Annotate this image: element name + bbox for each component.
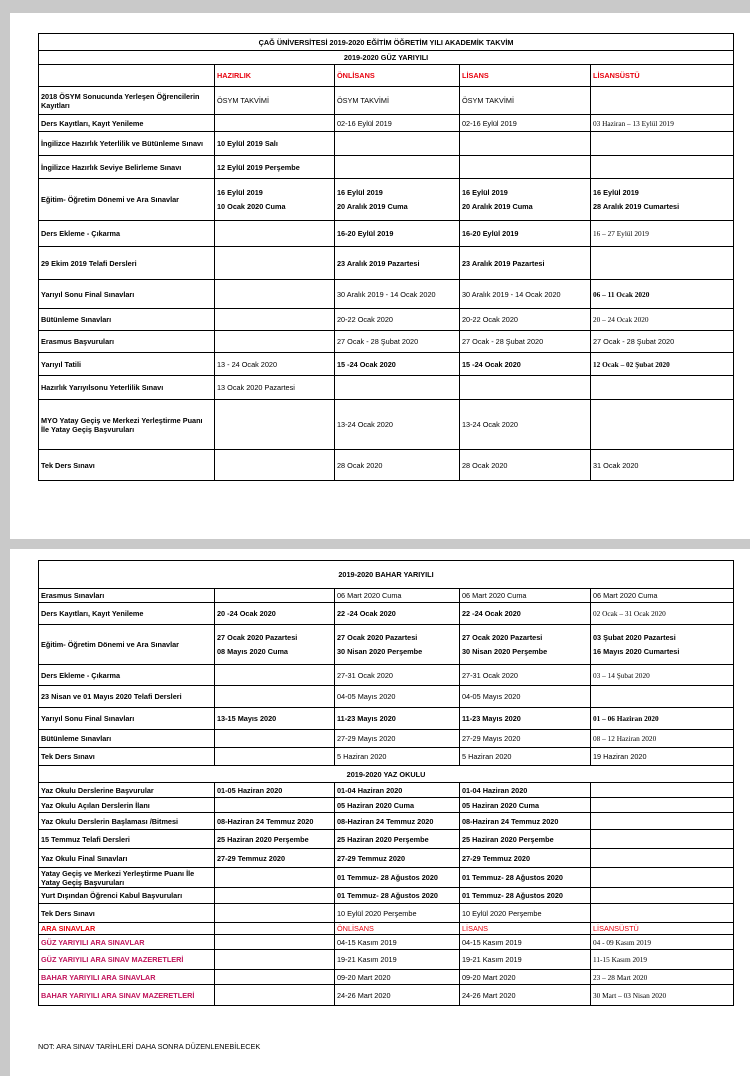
lisansustu-cell bbox=[591, 376, 734, 400]
lisansustu-cell: 08 – 12 Haziran 2020 bbox=[591, 730, 734, 748]
hazirlik-cell bbox=[215, 665, 335, 686]
column-header: ÖNLİSANS bbox=[335, 923, 460, 935]
lisansustu-cell: 04 - 09 Kasım 2019 bbox=[591, 935, 734, 950]
lisans-cell bbox=[460, 156, 591, 179]
cell-line: 08 Mayıs 2020 Cuma bbox=[217, 647, 288, 656]
hazirlik-cell: 25 Haziran 2020 Perşembe bbox=[215, 830, 335, 849]
cell-line: 27 Ocak 2020 Pazartesi bbox=[337, 633, 418, 642]
hazirlik-cell bbox=[215, 868, 335, 888]
table-row bbox=[39, 665, 734, 686]
onlisans-cell: 28 Ocak 2020 bbox=[335, 450, 460, 481]
lisans-cell: 30 Aralık 2019 - 14 Ocak 2020 bbox=[460, 280, 591, 309]
lisansustu-cell bbox=[591, 783, 734, 798]
lisans-cell: 22 -24 Ocak 2020 bbox=[460, 603, 591, 625]
cell-line: 27 Ocak 2020 Pazartesi bbox=[462, 633, 543, 642]
row-label: Ders Ekleme - Çıkarma bbox=[39, 221, 215, 247]
lisans-cell: 10 Eylül 2020 Perşembe bbox=[460, 904, 591, 923]
table-row bbox=[39, 589, 734, 603]
table-row bbox=[39, 179, 734, 221]
cell-line: 30 Nisan 2020 Perşembe bbox=[462, 647, 548, 656]
lisansustu-cell bbox=[591, 156, 734, 179]
lisans-cell: ÖSYM TAKVİMİ bbox=[460, 87, 591, 115]
row-label: Tek Ders Sınavı bbox=[39, 450, 215, 481]
footnote: NOT: ARA SINAV TARİHLERİ DAHA SONRA DÜZENLENEBİLECEK bbox=[38, 1042, 261, 1051]
lisans-cell: 27-31 Ocak 2020 bbox=[460, 665, 591, 686]
lisans-cell: 01 Temmuz- 28 Ağustos 2020 bbox=[460, 888, 591, 904]
hazirlik-cell bbox=[215, 970, 335, 985]
lisans-cell: 02-16 Eylül 2019 bbox=[460, 115, 591, 132]
lisans-cell bbox=[460, 179, 591, 221]
lisans-cell: 08-Haziran 24 Temmuz 2020 bbox=[460, 813, 591, 830]
row-label: Ders Kayıtları, Kayıt Yenileme bbox=[39, 115, 215, 132]
hazirlik-cell bbox=[215, 247, 335, 280]
onlisans-cell: 30 Aralık 2019 - 14 Ocak 2020 bbox=[335, 280, 460, 309]
cell-line: 10 Ocak 2020 Cuma bbox=[217, 202, 286, 211]
onlisans-cell: ÖSYM TAKVİMİ bbox=[335, 87, 460, 115]
onlisans-cell: 24-26 Mart 2020 bbox=[335, 985, 460, 1006]
onlisans-cell: 25 Haziran 2020 Perşembe bbox=[335, 830, 460, 849]
row-label: Yarıyıl Sonu Final Sınavları bbox=[39, 708, 215, 730]
onlisans-cell: 05 Haziran 2020 Cuma bbox=[335, 798, 460, 813]
table-row bbox=[39, 376, 734, 400]
lisans-cell: 20-22 Ocak 2020 bbox=[460, 309, 591, 331]
lisansustu-cell bbox=[591, 849, 734, 868]
hazirlik-cell: 20 -24 Ocak 2020 bbox=[215, 603, 335, 625]
lisansustu-cell bbox=[591, 813, 734, 830]
column-header: LİSANS bbox=[460, 923, 591, 935]
table-row bbox=[39, 353, 734, 376]
table-row bbox=[39, 65, 734, 87]
table-row bbox=[39, 985, 734, 1006]
table-row bbox=[39, 813, 734, 830]
hazirlik-cell: 08-Haziran 24 Temmuz 2020 bbox=[215, 813, 335, 830]
hazirlik-cell bbox=[215, 935, 335, 950]
onlisans-cell: 19-21 Kasım 2019 bbox=[335, 950, 460, 970]
column-header bbox=[215, 923, 335, 935]
lisans-cell: 27-29 Mayıs 2020 bbox=[460, 730, 591, 748]
lisansustu-cell: 12 Ocak – 02 Şubat 2020 bbox=[591, 353, 734, 376]
row-label: Yarıyıl Sonu Final Sınavları bbox=[39, 280, 215, 309]
hazirlik-cell bbox=[215, 179, 335, 221]
table-row bbox=[39, 331, 734, 353]
row-label: Tek Ders Sınavı bbox=[39, 904, 215, 923]
onlisans-cell: 5 Haziran 2020 bbox=[335, 748, 460, 766]
row-label: 2018 ÖSYM Sonucunda Yerleşen Öğrencilerin Kayıtları bbox=[39, 87, 215, 115]
lisansustu-cell bbox=[591, 87, 734, 115]
lisansustu-cell: 20 – 24 Ocak 2020 bbox=[591, 309, 734, 331]
row-label: Eğitim- Öğretim Dönemi ve Ara Sınavlar bbox=[39, 625, 215, 665]
row-label: İngilizce Hazırlık Yeterlilik ve Bütünleme Sınavı bbox=[39, 132, 215, 156]
row-label: Bütünleme Sınavları bbox=[39, 309, 215, 331]
lisansustu-cell: 23 – 28 Mart 2020 bbox=[591, 970, 734, 985]
onlisans-cell bbox=[335, 179, 460, 221]
lisansustu-cell bbox=[591, 625, 734, 665]
row-label: GÜZ YARIYILI ARA SINAVLAR bbox=[39, 935, 215, 950]
onlisans-cell: 13-24 Ocak 2020 bbox=[335, 400, 460, 450]
hazirlik-cell: 27-29 Temmuz 2020 bbox=[215, 849, 335, 868]
column-header: HAZIRLIK bbox=[215, 65, 335, 87]
hazirlik-cell: ÖSYM TAKVİMİ bbox=[215, 87, 335, 115]
table-row bbox=[39, 888, 734, 904]
table-row bbox=[39, 849, 734, 868]
hazirlik-cell bbox=[215, 589, 335, 603]
lisans-cell: 04-15 Kasım 2019 bbox=[460, 935, 591, 950]
row-label: Hazırlık Yarıyılsonu Yeterlilik Sınavı bbox=[39, 376, 215, 400]
lisans-cell: 27 Ocak - 28 Şubat 2020 bbox=[460, 331, 591, 353]
table-row bbox=[39, 87, 734, 115]
row-label: Eğitim- Öğretim Dönemi ve Ara Sınavlar bbox=[39, 179, 215, 221]
table-row bbox=[39, 708, 734, 730]
table-row bbox=[39, 561, 734, 589]
lisans-cell: 19-21 Kasım 2019 bbox=[460, 950, 591, 970]
table-row bbox=[39, 34, 734, 51]
section-title: 2019-2020 BAHAR YARIYILI bbox=[39, 561, 734, 589]
table-row bbox=[39, 766, 734, 783]
hazirlik-cell bbox=[215, 798, 335, 813]
table-row bbox=[39, 783, 734, 798]
hazirlik-cell bbox=[215, 115, 335, 132]
onlisans-cell bbox=[335, 156, 460, 179]
fall-calendar-table bbox=[38, 33, 734, 481]
onlisans-cell: 11-23 Mayıs 2020 bbox=[335, 708, 460, 730]
cell-line: 16 Eylül 2019 bbox=[462, 188, 508, 197]
hazirlik-cell bbox=[215, 221, 335, 247]
onlisans-cell: 09-20 Mart 2020 bbox=[335, 970, 460, 985]
onlisans-cell: 06 Mart 2020 Cuma bbox=[335, 589, 460, 603]
column-header: ÖNLİSANS bbox=[335, 65, 460, 87]
cell-line: 16 Eylül 2019 bbox=[593, 188, 639, 197]
lisans-cell bbox=[460, 625, 591, 665]
table-row bbox=[39, 156, 734, 179]
onlisans-cell: 08-Haziran 24 Temmuz 2020 bbox=[335, 813, 460, 830]
row-label: Ders Ekleme - Çıkarma bbox=[39, 665, 215, 686]
table-row bbox=[39, 730, 734, 748]
onlisans-cell: 27-29 Mayıs 2020 bbox=[335, 730, 460, 748]
table-row bbox=[39, 450, 734, 481]
exam-section-title: ARA SINAVLAR bbox=[39, 923, 215, 935]
onlisans-cell: 20-22 Ocak 2020 bbox=[335, 309, 460, 331]
row-label: 15 Temmuz Telafi Dersleri bbox=[39, 830, 215, 849]
row-label: Yaz Okulu Derslerin Başlaması /Bitmesi bbox=[39, 813, 215, 830]
lisans-cell: 04-05 Mayıs 2020 bbox=[460, 686, 591, 708]
hazirlik-cell bbox=[215, 950, 335, 970]
lisansustu-cell: 11-15 Kasım 2019 bbox=[591, 950, 734, 970]
lisansustu-cell bbox=[591, 888, 734, 904]
lisansustu-cell: 02 Ocak – 31 Ocak 2020 bbox=[591, 603, 734, 625]
table-row bbox=[39, 280, 734, 309]
table-row bbox=[39, 309, 734, 331]
lisansustu-cell: 30 Mart – 03 Nisan 2020 bbox=[591, 985, 734, 1006]
cell-line: 03 Şubat 2020 Pazartesi bbox=[593, 633, 676, 642]
table-row bbox=[39, 603, 734, 625]
row-label: Yaz Okulu Derslerine Başvurular bbox=[39, 783, 215, 798]
table-row bbox=[39, 904, 734, 923]
row-label: Yatay Geçiş ve Merkezi Yerleştirme Puanı İle Yatay Geçiş Başvuruları bbox=[39, 868, 215, 888]
table-row bbox=[39, 400, 734, 450]
onlisans-cell bbox=[335, 376, 460, 400]
lisansustu-cell: 16 – 27 Eylül 2019 bbox=[591, 221, 734, 247]
table-row bbox=[39, 935, 734, 950]
onlisans-cell: 04-15 Kasım 2019 bbox=[335, 935, 460, 950]
table-row bbox=[39, 686, 734, 708]
hazirlik-cell: 13 Ocak 2020 Pazartesi bbox=[215, 376, 335, 400]
cell-line: 27 Ocak 2020 Pazartesi bbox=[217, 633, 298, 642]
lisansustu-cell: 03 Haziran – 13 Eylül 2019 bbox=[591, 115, 734, 132]
lisans-cell: 11-23 Mayıs 2020 bbox=[460, 708, 591, 730]
cell-line: 28 Aralık 2019 Cumartesi bbox=[593, 202, 680, 211]
onlisans-cell: 16-20 Eylül 2019 bbox=[335, 221, 460, 247]
onlisans-cell: 01 Temmuz- 28 Ağustos 2020 bbox=[335, 888, 460, 904]
table-row bbox=[39, 923, 734, 935]
onlisans-cell: 01-04 Haziran 2020 bbox=[335, 783, 460, 798]
onlisans-cell: 15 -24 Ocak 2020 bbox=[335, 353, 460, 376]
calendar-title: ÇAĞ ÜNİVERSİTESİ 2019-2020 EĞİTİM ÖĞRETİM YILI AKADEMİK TAKVİM bbox=[39, 34, 734, 51]
lisans-cell: 01 Temmuz- 28 Ağustos 2020 bbox=[460, 868, 591, 888]
table-row bbox=[39, 132, 734, 156]
lisans-cell: 05 Haziran 2020 Cuma bbox=[460, 798, 591, 813]
table-row bbox=[39, 950, 734, 970]
row-label: 29 Ekim 2019 Telafi Dersleri bbox=[39, 247, 215, 280]
lisansustu-cell: 27 Ocak - 28 Şubat 2020 bbox=[591, 331, 734, 353]
hazirlik-cell bbox=[215, 309, 335, 331]
table-row bbox=[39, 625, 734, 665]
onlisans-cell: 22 -24 Ocak 2020 bbox=[335, 603, 460, 625]
lisans-cell: 24-26 Mart 2020 bbox=[460, 985, 591, 1006]
lisansustu-cell bbox=[591, 247, 734, 280]
column-header: LİSANSÜSTÜ bbox=[591, 923, 734, 935]
hazirlik-cell bbox=[215, 625, 335, 665]
row-label: Tek Ders Sınavı bbox=[39, 748, 215, 766]
table-row bbox=[39, 247, 734, 280]
table-row bbox=[39, 51, 734, 65]
cell-line: 16 Eylül 2019 bbox=[337, 188, 383, 197]
hazirlik-cell bbox=[215, 400, 335, 450]
hazirlik-cell bbox=[215, 888, 335, 904]
hazirlik-cell bbox=[215, 985, 335, 1006]
column-header: LİSANS bbox=[460, 65, 591, 87]
row-label: Erasmus Başvuruları bbox=[39, 331, 215, 353]
row-label: Erasmus Sınavları bbox=[39, 589, 215, 603]
lisans-cell: 09-20 Mart 2020 bbox=[460, 970, 591, 985]
hazirlik-cell: 10 Eylül 2019 Salı bbox=[215, 132, 335, 156]
lisans-cell: 16-20 Eylül 2019 bbox=[460, 221, 591, 247]
table-row bbox=[39, 830, 734, 849]
lisans-cell: 13-24 Ocak 2020 bbox=[460, 400, 591, 450]
cell-line: 16 Mayıs 2020 Cumartesi bbox=[593, 647, 680, 656]
onlisans-cell: 02-16 Eylül 2019 bbox=[335, 115, 460, 132]
section-title: 2019-2020 GÜZ YARIYILI bbox=[39, 51, 734, 65]
lisansustu-cell bbox=[591, 132, 734, 156]
row-label: GÜZ YARIYILI ARA SINAV MAZERETLERİ bbox=[39, 950, 215, 970]
lisans-cell: 5 Haziran 2020 bbox=[460, 748, 591, 766]
hazirlik-cell bbox=[215, 450, 335, 481]
cell-line: 30 Nisan 2020 Perşembe bbox=[337, 647, 423, 656]
calendar-page-fall bbox=[10, 13, 750, 539]
table-row bbox=[39, 868, 734, 888]
onlisans-cell: 27 Ocak - 28 Şubat 2020 bbox=[335, 331, 460, 353]
column-header: LİSANSÜSTÜ bbox=[591, 65, 734, 87]
onlisans-cell: 04-05 Mayıs 2020 bbox=[335, 686, 460, 708]
cell-line: 16 Eylül 2019 bbox=[217, 188, 263, 197]
row-label: Yarıyıl Tatili bbox=[39, 353, 215, 376]
row-label: MYO Yatay Geçiş ve Merkezi Yerleştirme Puanı İle Yatay Geçiş Başvuruları bbox=[39, 400, 215, 450]
row-label: İngilizce Hazırlık Seviye Belirleme Sınavı bbox=[39, 156, 215, 179]
lisansustu-cell: 01 – 06 Haziran 2020 bbox=[591, 708, 734, 730]
lisansustu-cell bbox=[591, 686, 734, 708]
lisans-cell: 25 Haziran 2020 Perşembe bbox=[460, 830, 591, 849]
hazirlik-cell bbox=[215, 730, 335, 748]
lisansustu-cell bbox=[591, 904, 734, 923]
table-row bbox=[39, 970, 734, 985]
lisansustu-cell: 06 – 11 Ocak 2020 bbox=[591, 280, 734, 309]
hazirlik-cell: 13 - 24 Ocak 2020 bbox=[215, 353, 335, 376]
lisansustu-cell bbox=[591, 798, 734, 813]
hazirlik-cell: 12 Eylül 2019 Perşembe bbox=[215, 156, 335, 179]
lisans-cell: 27-29 Temmuz 2020 bbox=[460, 849, 591, 868]
lisansustu-cell: 31 Ocak 2020 bbox=[591, 450, 734, 481]
cell-line: 20 Aralık 2019 Cuma bbox=[462, 202, 533, 211]
row-label: 23 Nisan ve 01 Mayıs 2020 Telafi Dersleri bbox=[39, 686, 215, 708]
hazirlik-cell bbox=[215, 331, 335, 353]
onlisans-cell: 01 Temmuz- 28 Ağustos 2020 bbox=[335, 868, 460, 888]
section-title: 2019-2020 YAZ OKULU bbox=[39, 766, 734, 783]
lisans-cell: 06 Mart 2020 Cuma bbox=[460, 589, 591, 603]
row-label: Bütünleme Sınavları bbox=[39, 730, 215, 748]
row-label: Yaz Okulu Açılan Derslerin İlanı bbox=[39, 798, 215, 813]
table-row bbox=[39, 115, 734, 132]
hazirlik-cell: 01-05 Haziran 2020 bbox=[215, 783, 335, 798]
lisansustu-cell: 03 – 14 Şubat 2020 bbox=[591, 665, 734, 686]
lisansustu-cell bbox=[591, 400, 734, 450]
onlisans-cell: 27-29 Temmuz 2020 bbox=[335, 849, 460, 868]
lisans-cell bbox=[460, 132, 591, 156]
lisansustu-cell bbox=[591, 179, 734, 221]
row-label: Yurt Dışından Öğrenci Kabul Başvuruları bbox=[39, 888, 215, 904]
lisans-cell: 23 Aralık 2019 Pazartesi bbox=[460, 247, 591, 280]
onlisans-cell bbox=[335, 132, 460, 156]
row-label: Yaz Okulu Final Sınavları bbox=[39, 849, 215, 868]
onlisans-cell: 10 Eylül 2020 Perşembe bbox=[335, 904, 460, 923]
spring-summer-calendar-table bbox=[38, 560, 734, 1006]
header-empty bbox=[39, 65, 215, 87]
table-row bbox=[39, 221, 734, 247]
lisans-cell bbox=[460, 376, 591, 400]
lisans-cell: 15 -24 Ocak 2020 bbox=[460, 353, 591, 376]
lisans-cell: 01-04 Haziran 2020 bbox=[460, 783, 591, 798]
hazirlik-cell bbox=[215, 686, 335, 708]
lisansustu-cell: 19 Haziran 2020 bbox=[591, 748, 734, 766]
onlisans-cell bbox=[335, 625, 460, 665]
lisansustu-cell bbox=[591, 868, 734, 888]
row-label: BAHAR YARIYILI ARA SINAV MAZERETLERİ bbox=[39, 985, 215, 1006]
hazirlik-cell bbox=[215, 748, 335, 766]
hazirlik-cell bbox=[215, 280, 335, 309]
onlisans-cell: 23 Aralık 2019 Pazartesi bbox=[335, 247, 460, 280]
row-label: Ders Kayıtları, Kayıt Yenileme bbox=[39, 603, 215, 625]
lisans-cell: 28 Ocak 2020 bbox=[460, 450, 591, 481]
lisansustu-cell: 06 Mart 2020 Cuma bbox=[591, 589, 734, 603]
calendar-page-spring-summer bbox=[10, 549, 750, 1076]
cell-line: 20 Aralık 2019 Cuma bbox=[337, 202, 408, 211]
table-row bbox=[39, 748, 734, 766]
hazirlik-cell: 13-15 Mayıs 2020 bbox=[215, 708, 335, 730]
table-row bbox=[39, 798, 734, 813]
lisansustu-cell bbox=[591, 830, 734, 849]
onlisans-cell: 27-31 Ocak 2020 bbox=[335, 665, 460, 686]
row-label: BAHAR YARIYILI ARA SINAVLAR bbox=[39, 970, 215, 985]
hazirlik-cell bbox=[215, 904, 335, 923]
